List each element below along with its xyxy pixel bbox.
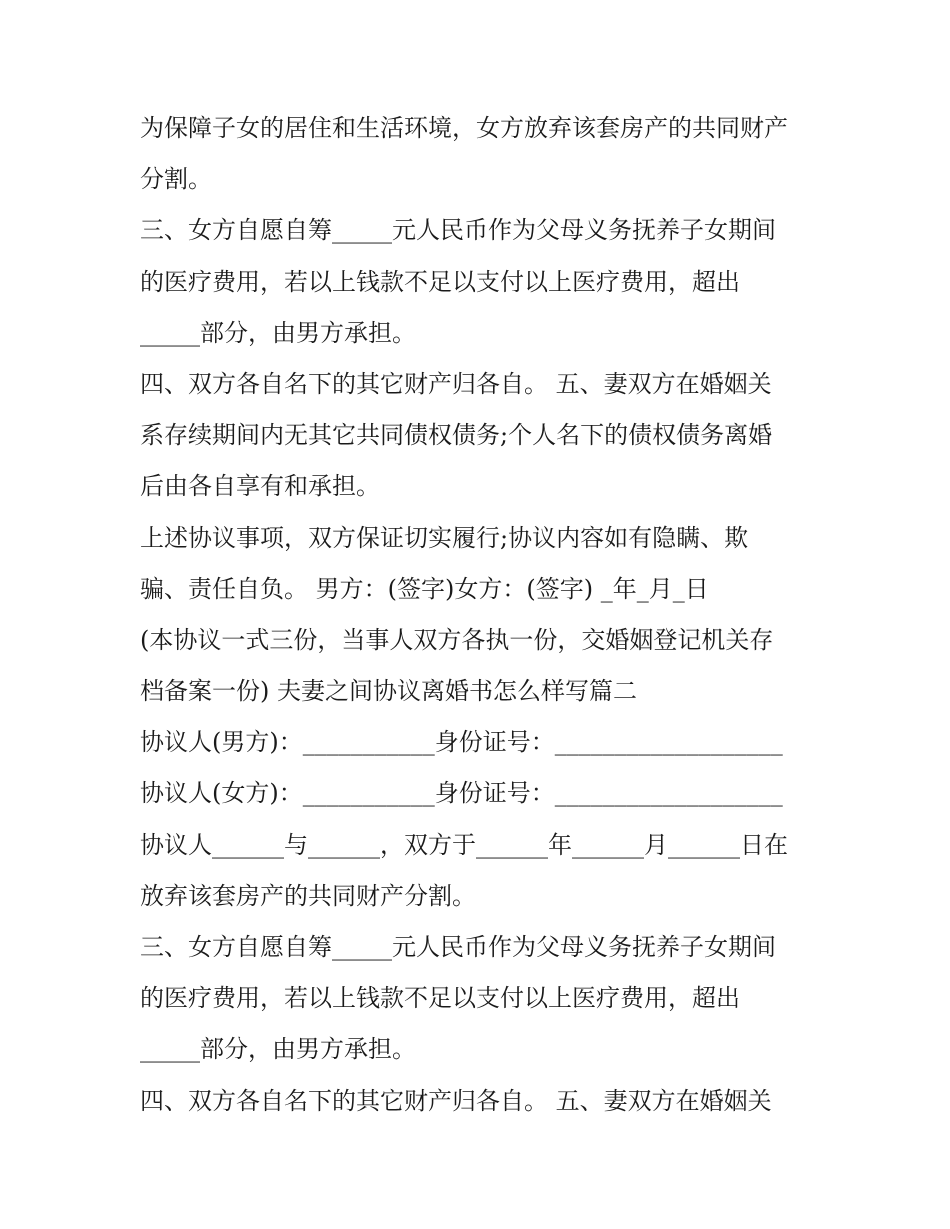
text-line: 上述协议事项，双方保证切实履行;协议内容如有隐瞒、欺 [140, 523, 749, 552]
text-line: (本协议一式三份，当事人双方各执一份，交婚姻登记机关存 [140, 625, 774, 654]
text-line: 档备案一份) 夫妻之间协议离婚书怎么样写篇二 [140, 677, 637, 706]
text-line: 为保障子女的居住和生活环境，女方放弃该套房产的共同财产 [140, 114, 788, 142]
text-line: _____部分，由男方承担。 [140, 318, 416, 347]
text-line: 三、女方自愿自筹_____元人民币作为父母义务抚养子女期间 [140, 216, 776, 245]
text-line: 的医疗费用，若以上钱款不足以支付以上医疗费用，超出 [140, 984, 740, 1013]
text-line: 四、双方各自名下的其它财产归各自。 五、妻双方在婚姻关 [140, 369, 772, 398]
text-line: 放弃该套房产的共同财产分割。 [140, 881, 476, 910]
text-line: 分割。 [140, 165, 212, 194]
text-line: 的医疗费用，若以上钱款不足以支付以上医疗费用，超出 [140, 267, 740, 296]
text-line: 后由各自享有和承担。 [140, 472, 380, 501]
text-line: 系存续期间内无其它共同债权债务;个人名下的债权债务离婚 [140, 421, 773, 450]
text-line: 三、女方自愿自筹_____元人民币作为父母义务抚养子女期间 [140, 933, 776, 961]
text-line: 协议人(女方)：___________身份证号：___________________ [140, 779, 783, 808]
text-line: 协议人(男方)：___________身份证号：___________________ [140, 728, 783, 757]
text-line: _____部分，由男方承担。 [140, 1035, 416, 1064]
text-line: 协议人______与______，双方于______年______月______日在 [140, 830, 788, 859]
text-line: 四、双方各自名下的其它财产归各自。 五、妻双方在婚姻关 [140, 1086, 772, 1115]
document-body [140, 103, 820, 1127]
text-line: 骗、责任自负。 男方：(签字)女方：(签字) _年_月_日 [140, 574, 709, 603]
